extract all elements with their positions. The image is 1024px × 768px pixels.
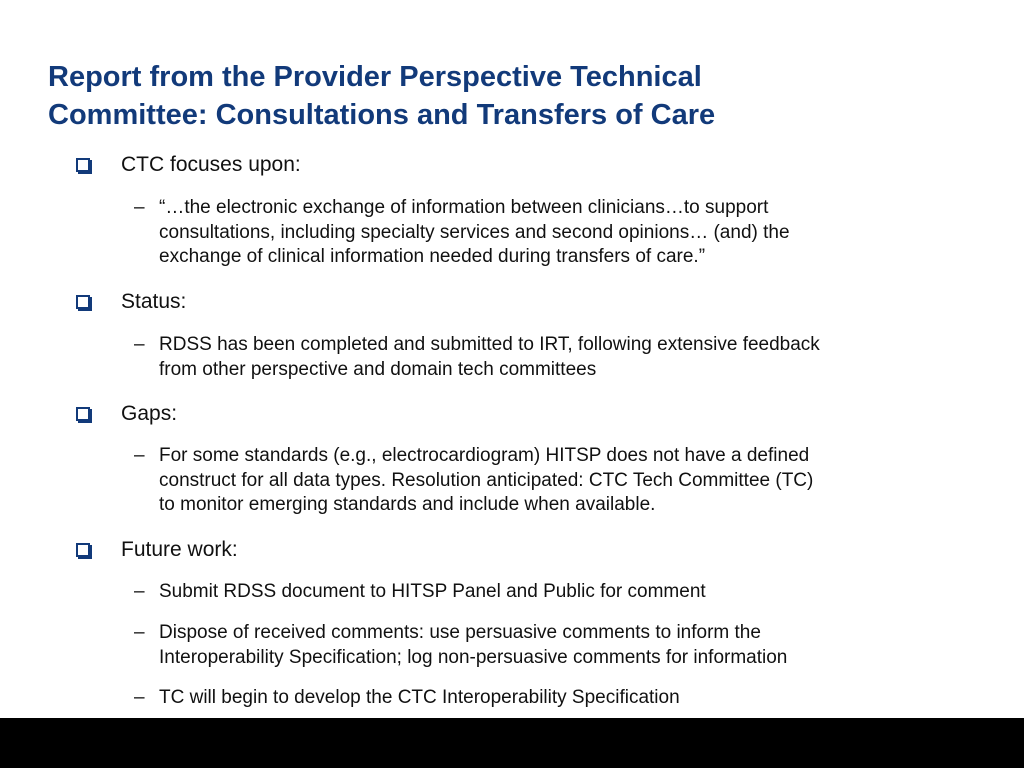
- text-line: construct for all data types. Resolution anticipated: CTC Tech Committee (TC): [159, 469, 814, 491]
- slide-title-line-1: Report from the Provider Perspective Technical: [48, 61, 702, 93]
- sub-bullet-text: [159, 686, 969, 711]
- square-bullet-icon: [76, 295, 90, 309]
- text-line: Interoperability Specification; log non-persuasive comments for information: [159, 646, 788, 668]
- sub-bullet-text: [159, 196, 969, 270]
- bottom-bar: [0, 718, 1024, 768]
- sub-bullet-text: [159, 444, 969, 518]
- sub-bullet-text: [159, 580, 969, 605]
- text-line: Dispose of received comments: use persuasive comments to inform the: [159, 622, 761, 643]
- text-line: exchange of clinical information needed during transfers of care.”: [159, 246, 706, 267]
- dash-marker: –: [134, 581, 145, 602]
- dash-marker: –: [134, 445, 145, 466]
- text-line: Submit RDSS document to HITSP Panel and Public for comment: [159, 581, 706, 602]
- bullet-label: CTC focuses upon:: [121, 153, 301, 176]
- bullet-label: Status:: [121, 290, 187, 313]
- bullet-label: Future work:: [121, 538, 238, 561]
- dash-marker: –: [134, 197, 145, 218]
- dash-marker: –: [134, 334, 145, 355]
- text-line: “…the electronic exchange of information between clinicians…to support: [159, 197, 769, 218]
- text-line: from other perspective and domain tech committees: [159, 358, 597, 380]
- dash-marker: –: [134, 687, 145, 708]
- square-bullet-icon: [76, 543, 90, 557]
- text-line: to monitor emerging standards and include when available.: [159, 494, 656, 515]
- slide-title-line-2: Committee: Consultations and Transfers of Care: [48, 99, 716, 131]
- text-line: TC will begin to develop the CTC Interoperability Specification: [159, 687, 680, 708]
- square-bullet-icon: [76, 158, 90, 172]
- dash-marker: –: [134, 622, 145, 643]
- sub-bullet-text: [159, 621, 969, 670]
- text-line: consultations, including specialty services and second opinions… (and) the: [159, 221, 790, 243]
- bullet-label: Gaps:: [121, 402, 178, 425]
- slide-title: [48, 58, 988, 134]
- sub-bullet-text: [159, 333, 969, 382]
- square-bullet-icon: [76, 407, 90, 421]
- text-line: RDSS has been completed and submitted to IRT, following extensive feedback: [159, 334, 820, 355]
- text-line: For some standards (e.g., electrocardiogram) HITSP does not have a defined: [159, 445, 810, 466]
